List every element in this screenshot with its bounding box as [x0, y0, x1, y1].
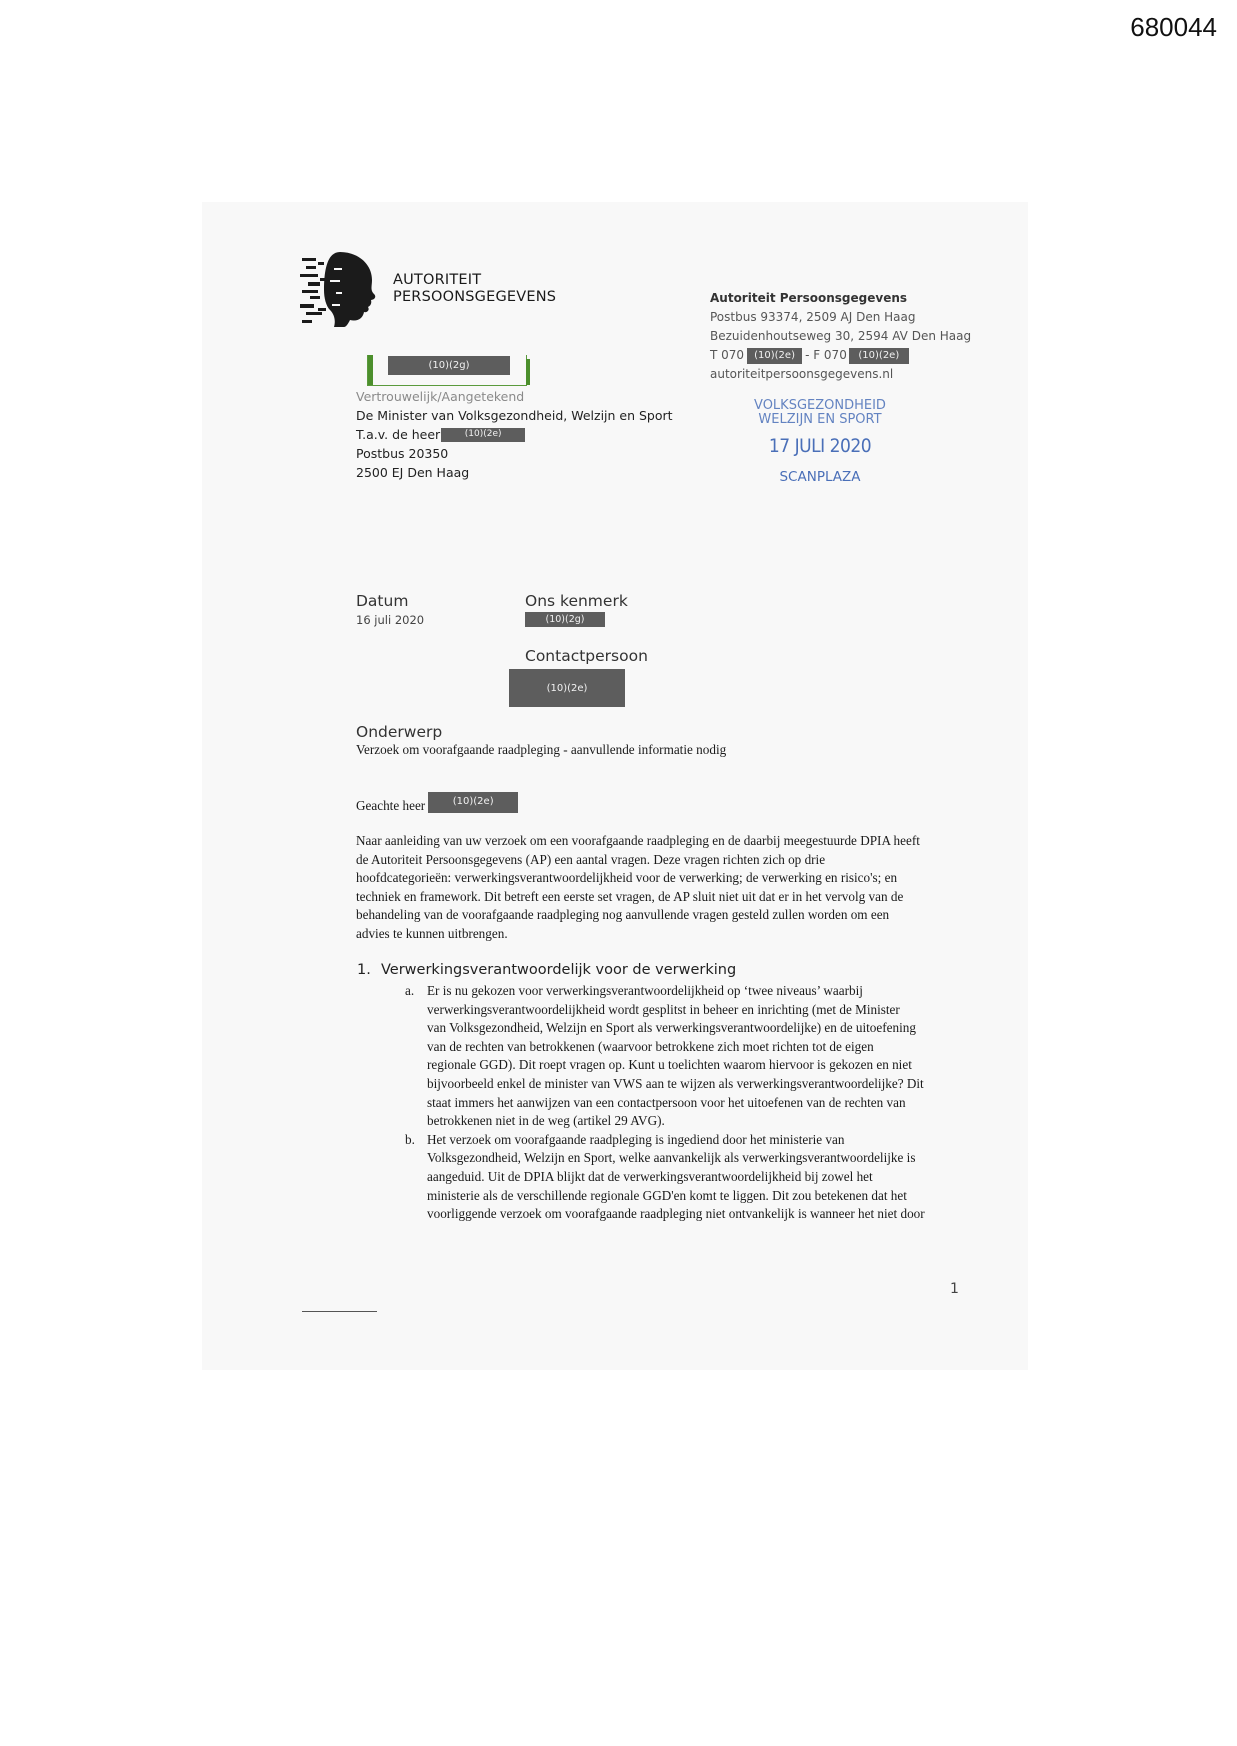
item-line: Volksgezondheid, Welzijn en Sport, welke aanvankelijk als verwerkingsverantwoordelijke is — [427, 1150, 916, 1166]
intro-line: behandeling van de voorafgaande raadpleging nog aanvullende vragen gesteld zullen worden om een — [356, 907, 890, 923]
document-number: 680044 — [1130, 12, 1217, 42]
subject-label: Onderwerp — [356, 723, 443, 741]
stamp-line-1: VOLKSGEZONDHEID — [754, 398, 886, 413]
item-marker: b. — [405, 1131, 415, 1147]
page-number: 1 — [950, 1281, 959, 1297]
item-marker: a. — [405, 983, 415, 998]
recipient-city: 2500 EJ Den Haag — [356, 465, 470, 480]
stamp-line-2: WELZIJN EN SPORT — [758, 412, 882, 426]
item-line: Het verzoek om voorafgaande raadpleging is ingediend door het ministerie van — [427, 1131, 845, 1147]
barcode-left-bar — [368, 355, 373, 385]
section-number: 1. — [357, 962, 371, 978]
subject-value: Verzoek om voorafgaande raadpleging - aanvullende informatie nodig — [356, 742, 727, 757]
item-line: staat immers het aanwijzen van een contactpersoon voor het uitoefenen van de rechten van — [427, 1094, 906, 1110]
phone-prefix: T 070 — [710, 348, 745, 362]
reference-redaction: (10)(2g) — [525, 612, 605, 627]
sender-address — [710, 289, 971, 384]
item-line: regionale GGD). Dit roept vragen op. Kunt u toelichten waarom hiervoor is gekozen en niet — [427, 1057, 912, 1073]
item-line: aangeduid. Uit de DPIA blijkt dat de verwerkingsverantwoordelijkheid bij zowel het — [427, 1168, 873, 1184]
salutation — [356, 796, 518, 816]
intro-line: techniek en framework. Dit betreft een eerste set vragen, de AP sluit niet uit dat er in het vervolg van de — [356, 888, 904, 904]
phone-redaction: (10)(2e) — [747, 348, 802, 364]
attn-redaction: (10)(2e) — [441, 428, 525, 442]
intro-paragraph — [356, 832, 966, 944]
list-item-a — [405, 982, 975, 1131]
recipient-block — [356, 387, 673, 482]
fax-redaction: (10)(2e) — [849, 348, 909, 364]
sender-phone-line — [710, 346, 971, 365]
attn-prefix: T.a.v. de heer — [356, 427, 441, 442]
profile-head-icon — [300, 250, 380, 328]
logo-line-1: AUTORITEIT — [393, 272, 482, 288]
section-title: Verwerkingsverantwoordelijk voor de verwerking — [381, 962, 737, 978]
item-line: verwerkingsverantwoordelijkheid wordt gesplitst in beheer en inrichting (met de Minister — [427, 1001, 900, 1017]
logo-line-2: PERSOONSGEGEVENS — [393, 289, 557, 305]
stamp-date: 17 JULI 2020 — [768, 435, 872, 457]
contact-redaction: (10)(2e) — [509, 669, 625, 707]
sender-postbus: Postbus 93374, 2509 AJ Den Haag — [710, 310, 916, 324]
section-1-items — [405, 982, 975, 1224]
stamp-scanplaza: SCANPLAZA — [779, 469, 861, 485]
barcode-right-bar — [526, 359, 530, 385]
reference-label: Ons kenmerk — [525, 592, 628, 610]
item-line: voorliggende verzoek om voorafgaande raadpleging niet ontvankelijk is wanneer het niet door — [427, 1206, 925, 1222]
sender-website: autoriteitpersoonsgegevens.nl — [710, 367, 894, 381]
item-line: van Volksgezondheid, Welzijn en Sport als verwerkingsverantwoordelijke) en de uitoefening — [427, 1020, 916, 1036]
item-text — [427, 982, 924, 1131]
salutation-redaction: (10)(2e) — [428, 792, 518, 813]
barcode-redaction: (10)(2g) — [388, 356, 510, 375]
sender-name: Autoriteit Persoonsgegevens — [710, 291, 908, 305]
date-value: 16 juli 2020 — [356, 613, 425, 627]
confidential-label: Vertrouwelijk/Aangetekend — [356, 389, 525, 404]
fax-prefix: - F 070 — [805, 348, 847, 362]
section-1-heading — [357, 962, 736, 978]
item-line: ministerie als de verschillende regionale GGD'en komt te liggen. Dit zou betekenen dat het — [427, 1187, 907, 1203]
contact-label: Contactpersoon — [525, 647, 648, 665]
footer-rule — [302, 1311, 377, 1312]
list-item-b — [405, 1131, 975, 1224]
item-line: Er is nu gekozen voor verwerkingsverantwoordelijkheid op ‘twee niveaus’ waarbij — [427, 983, 863, 998]
logo-mark — [300, 250, 380, 328]
item-line: betrokkenen niet in de weg (artikel 29 AVG). — [427, 1113, 665, 1129]
salutation-text: Geachte heer — [356, 798, 426, 813]
recipient-attn-line — [356, 425, 673, 444]
intro-line: de Autoriteit Persoonsgegevens (AP) een aantal vragen. Deze vragen richten zich op drie — [356, 851, 826, 867]
intro-line: advies te kunnen uitbrengen. — [356, 925, 508, 941]
item-text — [427, 1131, 925, 1224]
sender-visit-address: Bezuidenhoutseweg 30, 2594 AV Den Haag — [710, 329, 972, 343]
date-label: Datum — [356, 592, 409, 610]
received-stamp — [740, 398, 900, 485]
item-line: bijvoorbeeld enkel de minister van VWS aan te wijzen als verwerkingsverantwoordelijke? Dit — [427, 1075, 924, 1091]
item-line: van de rechten van betrokkenen (waarvoor betrokkene zich moet richten tot de eigen — [427, 1038, 874, 1054]
logo-wordmark — [393, 272, 556, 306]
intro-line: Naar aanleiding van uw verzoek om een voorafgaande raadpleging en de daarbij meegestuurde DPIA heeft — [356, 833, 920, 848]
recipient-postbus: Postbus 20350 — [356, 446, 449, 461]
recipient-line-1: De Minister van Volksgezondheid, Welzijn en Sport — [356, 408, 673, 423]
intro-line: hoofdcategorieën: verwerkingsverantwoordelijkheid voor de verwerking; de verwerking en risico's; en — [356, 870, 898, 886]
